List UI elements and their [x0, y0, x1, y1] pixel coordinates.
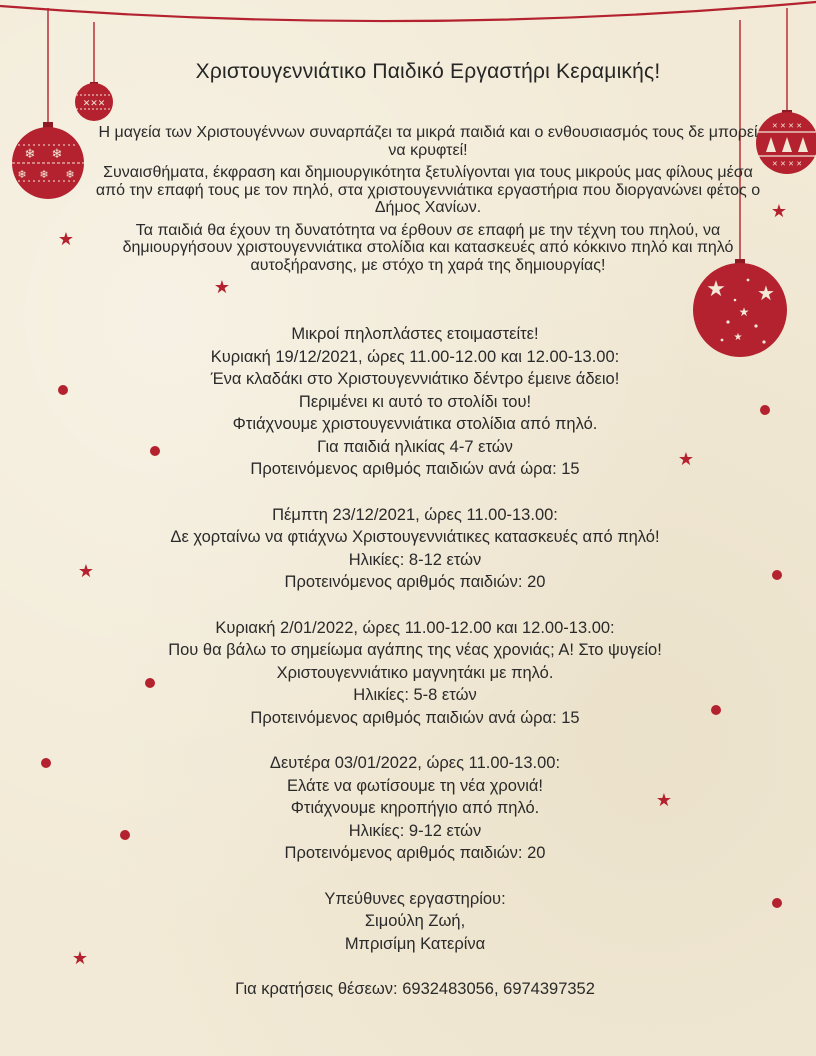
- svg-text:★: ★: [706, 277, 726, 302]
- reservations-section: [70, 978, 760, 1001]
- organizers-section: [70, 888, 760, 956]
- section-line: Περιμένει κι αυτό το στολίδι του!: [298, 392, 532, 411]
- section-line: Δε χορταίνω να φτιάχνω Χριστουγεννιάτικες κατασκευές από πηλό!: [170, 528, 660, 546]
- section-line: Υπεύθυνες εργαστηρίου:: [324, 889, 506, 908]
- svg-text:❄: ❄: [51, 147, 63, 162]
- page-title: Χριστουγεννιάτικο Παιδικό Εργαστήρι Κεραμικής!: [195, 60, 661, 83]
- section-line: Δευτέρα 03/01/2022, ώρες 11.00-13.00:: [269, 754, 561, 772]
- section-line: Ηλικίες: 8-12 ετών: [348, 550, 482, 569]
- section-line: Προτεινόμενος αριθμός παιδιών ανά ώρα: 15: [250, 708, 580, 727]
- intro-paragraph: Η μαγεία των Χριστουγέννων συναρπάζει τα μικρά παιδιά και ο ενθουσιασμός τους δε μπορεί να κρυφτεί!: [98, 124, 758, 159]
- section-line: Προτεινόμενος αριθμός παιδιών: 20: [284, 573, 546, 591]
- star-icon: ★: [71, 948, 89, 969]
- workshop-schedule: [70, 323, 760, 1024]
- star-icon: ★: [770, 201, 788, 222]
- intro-paragraph: Τα παιδιά θα έχουν τη δυνατότητα να έρθουν σε επαφή με την τέχνη του πηλού, να δημιουργήσουν χριστουγεννιάτικα στολίδια και κατασκευές από κόκκινο πηλό και πηλό αυτοξήρανσης, με στόχο τη χαρά της δημιουργίας!: [122, 221, 734, 274]
- star-icon: ★: [213, 277, 231, 298]
- svg-text:❄: ❄: [24, 147, 36, 162]
- svg-text:✕✕✕: ✕✕✕: [82, 99, 106, 109]
- section-line: Ηλικίες: 5-8 ετών: [353, 686, 477, 704]
- svg-text:★: ★: [733, 332, 743, 343]
- svg-text:❄: ❄: [65, 168, 75, 181]
- section-line: Πέμπτη 23/12/2021, ώρες 11.00-13.00:: [272, 505, 558, 524]
- section-line: Ένα κλαδάκι στο Χριστουγεννιάτικο δέντρο έμεινε άδειο!: [210, 370, 620, 388]
- section-line: Προτεινόμενος αριθμός παιδιών: 20: [284, 844, 546, 862]
- svg-text:❄: ❄: [17, 168, 27, 181]
- intro-text: [88, 124, 768, 279]
- svg-text:★: ★: [757, 281, 775, 305]
- svg-text:★: ★: [738, 305, 750, 319]
- left-small-patterned-ornament: [75, 82, 113, 121]
- section-line: Μικροί πηλοπλάστες ετοιμαστείτε!: [291, 325, 539, 343]
- section-line: Που θα βάλω το σημείωμα αγάπης της νέας χρονιάς; Α! Στο ψυγείο!: [168, 641, 662, 659]
- section-line: Φτιάχνουμε κηροπήγιο από πηλό.: [290, 799, 540, 817]
- svg-text:✕ ✕ ✕ ✕: ✕ ✕ ✕ ✕: [771, 160, 803, 168]
- intro-paragraph: Συναισθήματα, έκφραση και δημιουργικότητα ξετυλίγονται για τους μικρούς μας φίλους μέσα από την επαφή τους με τον πηλό, στα χριστουγεννιάτικα εργαστήρια που διοργανώνει φέτος ο Δήμος Χανίων.: [95, 164, 761, 216]
- section-line: Μπρισίμη Κατερίνα: [344, 934, 486, 953]
- section-line: Ελάτε να φωτίσουμε τη νέα χρονιά!: [286, 776, 543, 795]
- section-line: Προτεινόμενος αριθμός παιδιών ανά ώρα: 15: [250, 460, 580, 478]
- reservation-phones: Για κρατήσεις θέσεων: 6932483056, 6974397352: [235, 980, 595, 998]
- svg-text:❄: ❄: [39, 168, 49, 181]
- star-icon: ★: [655, 790, 673, 811]
- star-icon: ★: [57, 229, 75, 250]
- workshop-section-4: [70, 752, 760, 865]
- svg-text:✕ ✕ ✕ ✕: ✕ ✕ ✕ ✕: [771, 122, 803, 130]
- star-icon: ★: [677, 449, 695, 470]
- garland-string: [0, 2, 816, 21]
- section-line: Φτιάχνουμε χριστουγεννιάτικα στολίδια από πηλό.: [232, 415, 598, 433]
- section-line: Σιμούλη Ζωή,: [364, 912, 466, 930]
- section-line: Ηλικίες: 9-12 ετών: [348, 821, 482, 840]
- workshop-section-2: [70, 504, 760, 594]
- section-line: Χριστουγεννιάτικο μαγνητάκι με πηλό.: [276, 663, 554, 682]
- section-line: Για παιδιά ηλικίας 4-7 ετών: [317, 437, 513, 456]
- section-line: Κυριακή 2/01/2022, ώρες 11.00-12.00 και 12.00-13.00:: [215, 618, 615, 637]
- left-snowflake-ornament: [12, 122, 84, 199]
- star-icon: ★: [77, 561, 95, 582]
- workshop-section-1: [70, 323, 760, 481]
- section-line: Κυριακή 19/12/2021, ώρες 11.00-12.00 και 12.00-13.00:: [210, 347, 620, 366]
- workshop-section-3: [70, 617, 760, 730]
